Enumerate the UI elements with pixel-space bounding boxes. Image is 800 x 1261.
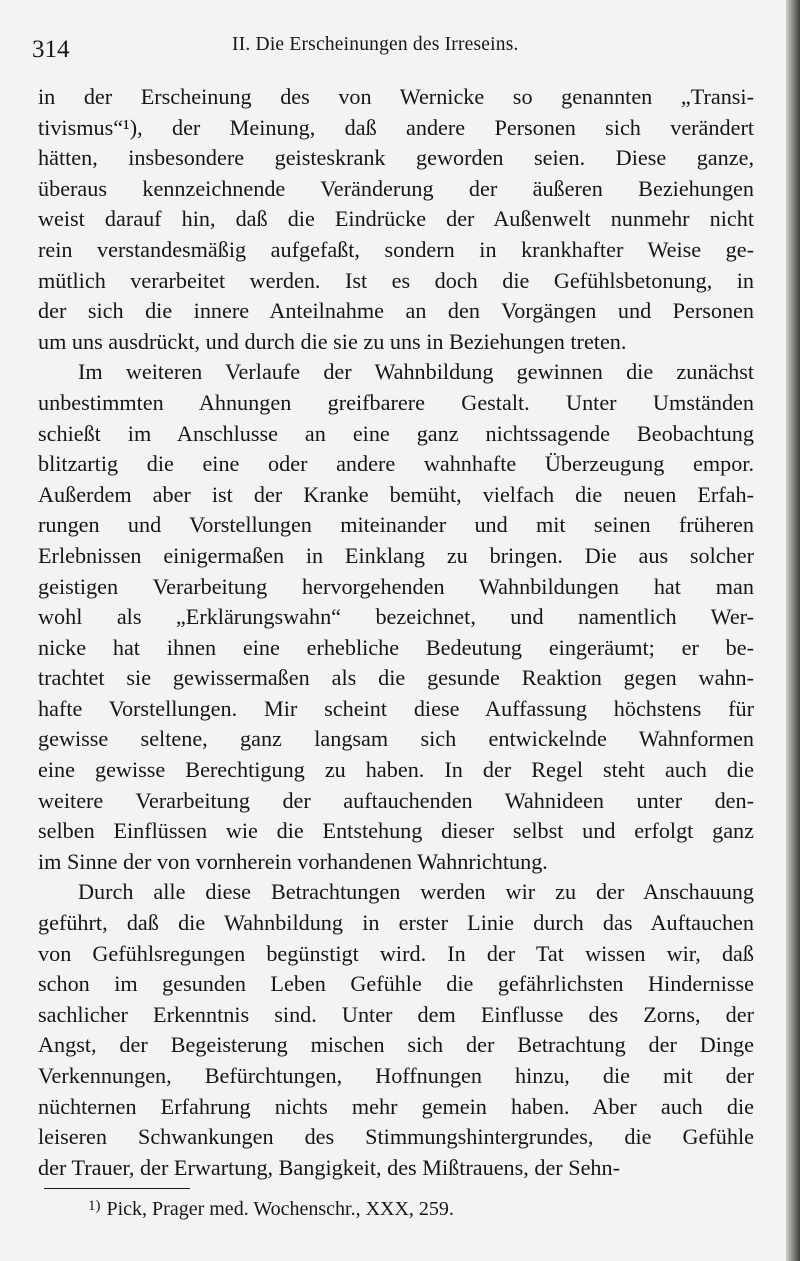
text-line: tivismus“¹), der Meinung, daß andere Personen sich verändert: [38, 114, 754, 140]
text-line: blitzartig die eine oder andere wahnhafte Überzeugung empor.: [38, 451, 754, 477]
text-line: schießt im Anschlusse an eine ganz nichtssagende Beobachtung: [38, 420, 754, 446]
text-line: in der Erscheinung des von Wernicke so genannten „Transi-: [38, 84, 754, 109]
text-line: Außerdem aber ist der Kranke bemüht, vielfach die neuen Erfah-: [38, 481, 754, 507]
text-line: Angst, der Begeisterung mischen sich der Betrachtung der Dinge: [38, 1032, 754, 1058]
body-text: [38, 82, 754, 1183]
text-line: hafte Vorstellungen. Mir scheint diese Auffassung höchstens für: [38, 695, 754, 721]
text-line: geführt, daß die Wahnbildung in erster Linie durch das Auftauchen: [38, 910, 754, 936]
page-number: 314: [32, 36, 70, 63]
text-line: unbestimmten Ahnungen greifbarere Gestalt. Unter Umständen: [38, 389, 754, 415]
text-line: rein verstandesmäßig aufgefaßt, sondern in krankhafter Weise ge-: [38, 236, 754, 262]
text-line: sachlicher Erkenntnis sind. Unter dem Einflusse des Zorns, der: [38, 1001, 754, 1027]
text-line: Erlebnissen einigermaßen in Einklang zu bringen. Die aus solcher: [38, 542, 754, 568]
text-line: um uns ausdrückt, und durch die sie zu uns in Beziehungen treten.: [38, 328, 627, 354]
text-line: von Gefühlsregungen begünstigt wird. In der Tat wissen wir, daß: [38, 940, 754, 966]
text-line: wohl als „Erklärungswahn“ bezeichnet, und namentlich Wer-: [38, 604, 754, 630]
text-line: gewisse seltene, ganz langsam sich entwickelnde Wahnformen: [38, 726, 754, 752]
footnote-text: Pick, Prager med. Wochenschr., XXX, 259.: [106, 1198, 454, 1220]
footnote-rule: [44, 1188, 190, 1189]
page-header: [32, 32, 752, 62]
text-line: hätten, insbesondere geisteskrank geworden seien. Diese ganze,: [38, 145, 754, 171]
text-line: weitere Verarbeitung der auftauchenden Wahnideen unter den-: [38, 787, 754, 813]
text-line: leiseren Schwankungen des Stimmungshintergrundes, die Gefühle: [38, 1124, 754, 1150]
page-edge-shadow: [786, 0, 800, 1261]
text-line: schon im gesunden Leben Gefühle die gefährlichsten Hindernisse: [38, 971, 754, 997]
text-line: rungen und Vorstellungen miteinander und mit seinen früheren: [38, 512, 754, 538]
text-line: überaus kennzeichnende Veränderung der äußeren Beziehungen: [38, 175, 754, 201]
text-line: der Trauer, der Erwartung, Bangigkeit, des Mißtrauens, der Sehn-: [38, 1154, 621, 1180]
text-line: selben Einflüssen wie die Entstehung dieser selbst und erfolgt ganz: [38, 818, 754, 844]
text-line: Verkennungen, Befürchtungen, Hoffnungen hinzu, die mit der: [38, 1063, 754, 1088]
text-line: geistigen Verarbeitung hervorgehenden Wahnbildungen hat man: [38, 573, 754, 599]
text-line: trachtet sie gewissermaßen als die gesunde Reaktion gegen wahn-: [38, 665, 754, 691]
text-line: eine gewisse Berechtigung zu haben. In der Regel steht auch die: [38, 757, 754, 783]
text-line: mütlich verarbeitet werden. Ist es doch die Gefühlsbetonung, in: [38, 267, 754, 293]
text-line: nicke hat ihnen eine erhebliche Bedeutung eingeräumt; er be-: [38, 634, 754, 660]
footnote-mark: 1): [88, 1198, 101, 1214]
text-line: weist darauf hin, daß die Eindrücke der Außenwelt nunmehr nicht: [38, 206, 754, 232]
text-line: der sich die innere Anteilnahme an den Vorgängen und Personen: [38, 298, 754, 324]
footnote: [88, 1198, 454, 1221]
text-line: im Sinne der von vornherein vorhandenen Wahnrichtung.: [38, 848, 548, 874]
text-line: nüchternen Erfahrung nichts mehr gemein haben. Aber auch die: [38, 1093, 754, 1119]
text-line: Durch alle diese Betrachtungen werden wir zu der Anschauung: [78, 879, 754, 905]
text-line: Im weiteren Verlaufe der Wahnbildung gewinnen die zunächst: [78, 359, 754, 385]
running-head: II. Die Erscheinungen des Irreseins.: [232, 34, 519, 55]
